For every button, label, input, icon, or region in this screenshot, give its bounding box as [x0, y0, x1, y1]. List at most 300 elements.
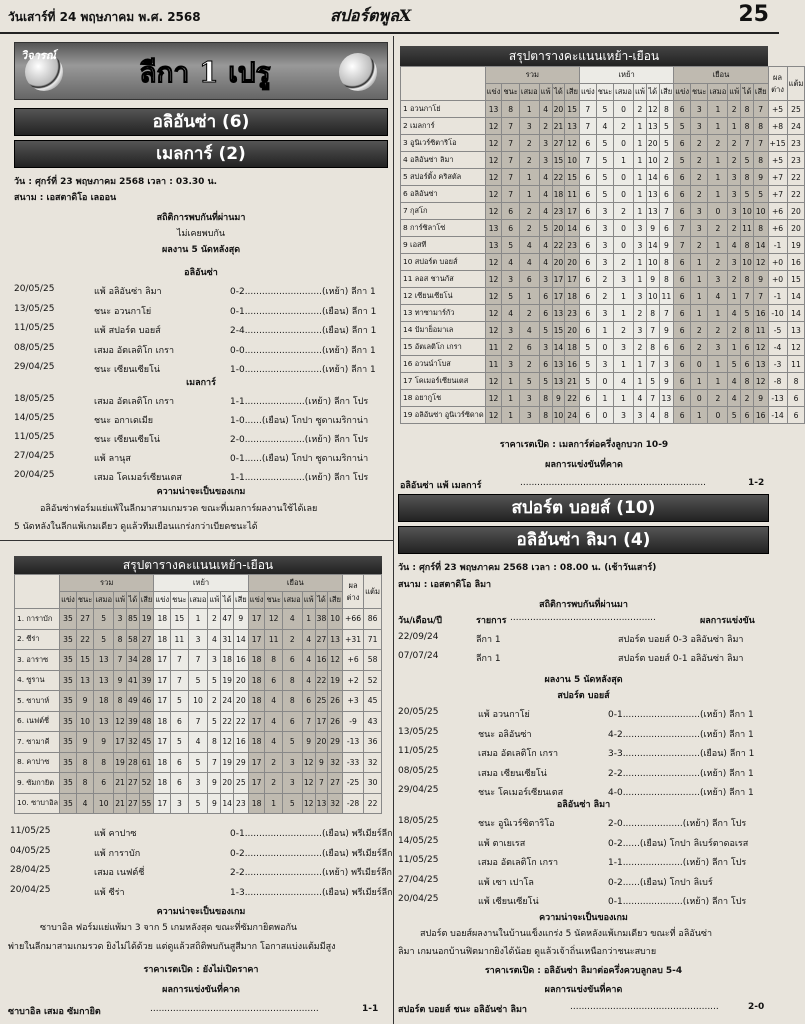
stat-cell: 12 — [485, 118, 502, 135]
stat-cell: 10 — [76, 711, 93, 732]
stat-cell: 10 — [328, 609, 343, 630]
stat-cell: 2 — [502, 339, 519, 356]
stat-cell: 5 — [208, 711, 221, 732]
stat-cell: 1 — [633, 152, 646, 169]
form-result: 0-1...........................(เยือน) ลีกา 1 — [230, 306, 377, 317]
team-name: 18 อยากูโช — [401, 390, 486, 407]
team-name: 14 ปัมาย็อมาเล — [401, 322, 486, 339]
stat-cell: 2 — [539, 118, 552, 135]
stat-cell: 27 — [127, 793, 140, 814]
team-name: 12 เซียนเซียโน่ — [401, 288, 486, 305]
stat-cell: 35 — [60, 670, 77, 691]
home-team-bar: อลิอันซ่า (6) — [14, 108, 388, 136]
stat-cell: 4 — [265, 732, 282, 753]
stat-cell: 2 — [691, 135, 708, 152]
stat-cell: 1 — [708, 118, 728, 135]
stat-cell: -3 — [768, 356, 787, 373]
stat-cell: 17 — [248, 609, 265, 630]
form-opponent: แพ้ การาบัก — [94, 848, 141, 859]
stat-cell: 1 — [691, 305, 708, 322]
team-name: 4. ซูราน — [15, 670, 60, 691]
stat-cell: 6 — [674, 288, 691, 305]
stat-cell: 22 — [787, 169, 805, 186]
stat-cell: 7 — [502, 152, 519, 169]
stat-cell: 5 — [579, 339, 596, 356]
football-icon — [339, 53, 377, 91]
stat-cell: 6 — [171, 711, 188, 732]
stat-cell: 8 — [753, 220, 768, 237]
stat-cell: 0 — [614, 186, 634, 203]
stat-cell: 3 — [596, 305, 613, 322]
stat-cell: 35 — [60, 609, 77, 630]
stat-cell: 27 — [328, 773, 343, 794]
stat-cell: 18 — [248, 793, 265, 814]
stat-cell: 17 — [154, 670, 171, 691]
stat-cell: 2 — [519, 356, 539, 373]
stat-cell: 8 — [741, 169, 754, 186]
stat-cell: 8 — [741, 271, 754, 288]
column-header: เสมอ — [519, 84, 539, 101]
stat-cell: 58 — [127, 629, 140, 650]
stat-cell: 2 — [633, 339, 646, 356]
stat-cell: 22 — [565, 390, 580, 407]
stat-cell: 3 — [633, 322, 646, 339]
stat-cell: 2 — [519, 220, 539, 237]
stat-cell: 20 — [552, 220, 565, 237]
stat-cell: 1 — [728, 118, 741, 135]
stat-cell: 3 — [633, 407, 646, 424]
stat-cell: 15 — [552, 322, 565, 339]
table-row — [401, 101, 805, 118]
form-opponent: แพ้ ลานุส — [94, 454, 131, 464]
stat-cell: 14 — [552, 339, 565, 356]
group-header: เหย้า — [154, 575, 248, 592]
table-row — [15, 670, 382, 691]
column-divider — [393, 36, 394, 1024]
stat-cell: 10 — [646, 254, 659, 271]
stat-cell: 5 — [728, 407, 741, 424]
stat-cell: 6 — [539, 305, 552, 322]
stat-cell: 43 — [364, 711, 382, 732]
stat-cell: 4 — [539, 169, 552, 186]
stat-cell: 1 — [302, 609, 315, 630]
stat-cell: 1 — [708, 373, 728, 390]
team-name: 3 อูนิเวร์ซิตาริโอ — [401, 135, 486, 152]
stat-cell: -10 — [768, 305, 787, 322]
stat-cell: 2 — [519, 135, 539, 152]
stat-cell: 12 — [485, 203, 502, 220]
stat-cell: 5 — [753, 186, 768, 203]
stat-cell: 9 — [76, 732, 93, 753]
stat-cell: 6 — [519, 271, 539, 288]
stat-cell: 3 — [519, 390, 539, 407]
league-title: ลีกา 1 เปรู — [139, 56, 271, 89]
stat-cell: 4 — [302, 670, 315, 691]
team-name: 8 การ์ซิลาโซ่ — [401, 220, 486, 237]
stat-cell: 11 — [485, 356, 502, 373]
stat-cell: 17 — [552, 271, 565, 288]
stat-cell: 21 — [114, 773, 127, 794]
team-name: 9. ซัมกายิต — [15, 773, 60, 794]
stat-cell: 22 — [315, 670, 328, 691]
stat-cell: 8 — [787, 373, 805, 390]
stat-cell: 25 — [315, 691, 328, 712]
stat-cell: +2 — [342, 670, 363, 691]
stat-cell: +6 — [768, 203, 787, 220]
stat-cell: 27 — [552, 135, 565, 152]
stat-cell: 22 — [787, 186, 805, 203]
team-b-label: อลิอันซ่า ลิมา — [556, 800, 611, 810]
stat-cell: 12 — [302, 793, 315, 814]
stat-cell: 3 — [691, 220, 708, 237]
stat-cell: 5 — [741, 152, 754, 169]
form-opponent: เสมอ เซียนเซียโน่ — [478, 768, 547, 779]
stat-cell: 9 — [552, 390, 565, 407]
stat-cell: 18 — [565, 339, 580, 356]
stat-cell: 6 — [741, 339, 754, 356]
form-date: 13/05/25 — [14, 303, 55, 314]
stat-cell: 5 — [188, 793, 208, 814]
column-header: แพ้ — [208, 592, 221, 609]
stat-cell: 32 — [364, 752, 382, 773]
table-row — [401, 220, 805, 237]
form-date: 20/04/25 — [398, 894, 439, 904]
page-header — [0, 0, 779, 34]
stat-cell: 13 — [315, 793, 328, 814]
stat-cell: 13 — [552, 356, 565, 373]
form-result: 2-0.....................(เหย้า) ลีกา โปร — [608, 819, 747, 829]
stat-cell: 11 — [787, 356, 805, 373]
stat-cell: 12 — [485, 135, 502, 152]
stat-cell: 3 — [596, 237, 613, 254]
stat-cell: 2 — [208, 691, 221, 712]
form-result: 1-3...........................(เยือน) พรีเมียร์ลีก — [230, 887, 393, 898]
stat-cell: 14 — [646, 237, 659, 254]
stat-cell: 35 — [60, 752, 77, 773]
team-name: 7 กุสโก — [401, 203, 486, 220]
column-header: เสีย — [659, 84, 674, 101]
form-opponent: ชนะ อกาเดเมีย — [94, 416, 154, 426]
stat-cell: 4 — [633, 390, 646, 407]
opening-odds: ราคาเรตเปิด : ยังไม่เปิดราคา — [143, 965, 259, 975]
stat-cell: 5 — [596, 186, 613, 203]
stat-cell: 13 — [76, 670, 93, 691]
table-row — [15, 732, 382, 753]
team-name: 8. คาปาซ — [15, 752, 60, 773]
prediction: อลิอันซ่า แพ้ เมลการ์ — [400, 481, 482, 491]
stat-cell: 5 — [741, 305, 754, 322]
stat-cell: 12 — [485, 322, 502, 339]
stat-cell: 3 — [614, 271, 634, 288]
stat-cell: 8 — [282, 691, 302, 712]
stat-cell: 49 — [127, 691, 140, 712]
form-date: 27/04/25 — [14, 451, 55, 461]
stat-cell: 15 — [76, 650, 93, 671]
form-date: 29/04/25 — [14, 362, 55, 372]
h2h-header-result: ผลการแข่งขัน — [700, 616, 755, 626]
team-name: 11 ลอส ชานกัส — [401, 271, 486, 288]
stat-cell: 16 — [565, 356, 580, 373]
last5-title: ผลงาน 5 นัดหลังสุด — [544, 675, 623, 685]
issue-date: วันเสาร์ที่ 24 พฤษภาคม พ.ศ. 2568 — [8, 10, 201, 24]
stat-cell: 4 — [76, 793, 93, 814]
stat-cell: 2 — [614, 118, 634, 135]
team-name: 16 อวนน์าโบส — [401, 356, 486, 373]
stat-cell: +7 — [768, 186, 787, 203]
stat-cell: 9 — [94, 732, 114, 753]
table-row — [401, 237, 805, 254]
stat-cell: 6 — [171, 752, 188, 773]
stat-cell: 10 — [753, 203, 768, 220]
stat-cell: 20 — [787, 203, 805, 220]
stat-cell: 18 — [565, 288, 580, 305]
stat-cell: 6 — [539, 288, 552, 305]
stat-cell: 2 — [519, 152, 539, 169]
stat-cell: 2 — [208, 609, 221, 630]
column-header: ได้ — [552, 84, 565, 101]
form-opponent: ลีกา 1 — [476, 654, 501, 664]
stat-cell: 5 — [646, 373, 659, 390]
match-datetime: วัน : ศุกร์ที่ 23 พฤษภาคม 2568 เวลา : 03.30 น. — [14, 177, 218, 187]
column-header: แข่ง — [674, 84, 691, 101]
stat-cell: 6 — [579, 288, 596, 305]
team-name: 19 อลิอันซ่า อูนิเวร์ซิดาด — [401, 407, 486, 424]
stat-cell: 7 — [579, 118, 596, 135]
stat-cell: 7 — [674, 220, 691, 237]
stat-cell: 15 — [552, 152, 565, 169]
stat-cell: 13 — [552, 305, 565, 322]
stat-cell: 21 — [565, 373, 580, 390]
form-result: สปอร์ต บอยส์ 0-1 อลิอันซ่า ลิมา — [618, 654, 744, 664]
team-a-label: อลิอันซ่า — [184, 268, 218, 278]
form-opponent: แพ้ ซีร่า — [94, 887, 125, 898]
stat-cell: 32 — [328, 752, 343, 773]
stat-cell: 6 — [579, 322, 596, 339]
stat-cell: 24 — [565, 407, 580, 424]
stat-cell: 5 — [502, 288, 519, 305]
stat-cell: 9 — [659, 322, 674, 339]
stat-cell: 0 — [596, 339, 613, 356]
column-header: แข่ง — [60, 592, 77, 609]
stat-cell: 28 — [139, 650, 154, 671]
stat-cell: 1 — [708, 237, 728, 254]
stat-cell: 12 — [302, 773, 315, 794]
stat-cell: 1 — [708, 186, 728, 203]
stat-cell: 1 — [614, 390, 634, 407]
form-date: 20/05/25 — [14, 284, 55, 294]
stat-cell: 12 — [753, 373, 768, 390]
section-divider — [0, 540, 393, 541]
stat-cell: 1 — [691, 407, 708, 424]
stat-cell: 16 — [233, 732, 248, 753]
stat-cell: 3 — [691, 118, 708, 135]
team-name: 7. ซามาคี — [15, 732, 60, 753]
stat-cell: 3 — [208, 650, 221, 671]
stat-cell: 8 — [659, 271, 674, 288]
stat-cell: 1 — [633, 254, 646, 271]
stat-cell: 7 — [171, 650, 188, 671]
stat-cell: 61 — [139, 752, 154, 773]
stat-cell: 6 — [579, 407, 596, 424]
stat-cell: -14 — [768, 407, 787, 424]
chance-text: 5 นัดหลังในลีกแพ้เกมเดียว ดูแล้วทีมเยือนแกร่งกว่าเบียดชนะได้ — [14, 522, 258, 532]
stat-cell: 5 — [188, 670, 208, 691]
stat-cell: 27 — [76, 609, 93, 630]
stat-cell: 3 — [708, 339, 728, 356]
form-date: 20/04/25 — [14, 470, 55, 480]
form-opponent: เสมอ โคเมอร์เซียนเตส — [94, 473, 182, 483]
team-name: 5. ซาบาห์ — [15, 691, 60, 712]
stat-cell: 5 — [596, 152, 613, 169]
team-name: 1 อวนกาโย่ — [401, 101, 486, 118]
stat-cell: 5 — [502, 237, 519, 254]
match-venue: สนาม : เอสตาดิโอ ลิมา — [398, 580, 492, 590]
prediction-score: 2-0 — [748, 1002, 765, 1012]
form-result: 4-2...........................(เหย้า) ลีกา 1 — [608, 729, 754, 740]
stat-cell: 35 — [60, 711, 77, 732]
stat-cell: 17 — [154, 732, 171, 753]
stat-cell: 12 — [485, 186, 502, 203]
stat-cell: 14 — [221, 793, 234, 814]
stat-cell: 22 — [221, 711, 234, 732]
form-opponent: แพ้ เซา เปาโล — [478, 877, 534, 888]
stat-cell: 2 — [614, 322, 634, 339]
stat-cell: 14 — [565, 220, 580, 237]
stat-cell: 32 — [127, 732, 140, 753]
stat-cell: 23 — [552, 203, 565, 220]
stat-cell: 4 — [728, 373, 741, 390]
stat-cell: 5 — [539, 220, 552, 237]
form-result: 0-2......(เยือน) โกปา ลิเบร์ — [608, 877, 713, 888]
stat-cell: 7 — [646, 322, 659, 339]
stat-cell: 35 — [60, 691, 77, 712]
stat-cell: 10 — [741, 254, 754, 271]
stat-cell: +5 — [768, 152, 787, 169]
stat-cell: 2 — [691, 339, 708, 356]
prediction-title: ผลการแข่งขันที่คาด — [544, 985, 623, 995]
stat-cell: 8 — [659, 101, 674, 118]
stat-cell: 4 — [539, 186, 552, 203]
stat-cell: 8 — [741, 373, 754, 390]
column-header: แพ้ — [302, 592, 315, 609]
stat-cell: 12 — [565, 135, 580, 152]
stat-cell: 5 — [94, 609, 114, 630]
table-title: สรุปตารางคะแนนเหย้า-เยือน — [14, 556, 382, 574]
stat-cell: 7 — [502, 186, 519, 203]
stat-cell: 2 — [691, 186, 708, 203]
stat-cell: 20 — [221, 773, 234, 794]
stat-cell: 6 — [282, 650, 302, 671]
stat-cell: 6 — [659, 339, 674, 356]
stat-cell: 4 — [614, 373, 634, 390]
stat-cell: 18 — [154, 773, 171, 794]
stat-cell: 23 — [565, 237, 580, 254]
stat-cell: 9 — [753, 169, 768, 186]
stat-cell: +0 — [768, 271, 787, 288]
stat-cell: 6 — [659, 169, 674, 186]
column-header: เสมอ — [282, 592, 302, 609]
team-name: 2. ซีร่า — [15, 629, 60, 650]
stat-cell: 12 — [485, 407, 502, 424]
stat-cell: 3 — [502, 356, 519, 373]
stat-cell: 4 — [265, 711, 282, 732]
stat-cell: 10 — [94, 793, 114, 814]
stat-cell: 6 — [674, 322, 691, 339]
stat-cell: 6 — [674, 356, 691, 373]
stat-cell: 23 — [565, 305, 580, 322]
column-header: แข่ง — [248, 592, 265, 609]
stat-cell: 17 — [565, 271, 580, 288]
stat-cell: 2 — [708, 322, 728, 339]
stat-cell: 7 — [753, 288, 768, 305]
stat-cell: 6 — [579, 271, 596, 288]
form-opponent: แพ้ อลิอันซ่า ลิมา — [94, 287, 162, 297]
stat-cell: 7 — [171, 670, 188, 691]
stat-cell: 12 — [485, 271, 502, 288]
stat-cell: 22 — [552, 237, 565, 254]
stat-cell: 3 — [691, 203, 708, 220]
stat-cell: 2 — [708, 135, 728, 152]
stat-cell: 14 — [787, 305, 805, 322]
stat-cell: 12 — [753, 254, 768, 271]
stat-cell: 8 — [741, 237, 754, 254]
section-tag: วิจารณ์ — [21, 49, 56, 62]
stat-cell: -5 — [768, 322, 787, 339]
stat-cell: 12 — [265, 609, 282, 630]
table-row — [401, 152, 805, 169]
stat-cell: 85 — [127, 609, 140, 630]
stat-cell: 9 — [753, 390, 768, 407]
chance-text: พ่ายในลีกมาสามเกมรวด ยิงไม่ได้ด้วย แต่ดูแล้วสถิติพบกันสูสีมาก โอกาสแบ่งแต้มมีสูง — [8, 942, 336, 952]
stat-cell: 5 — [741, 186, 754, 203]
stat-cell: -4 — [768, 339, 787, 356]
form-date: 11/05/25 — [14, 432, 55, 442]
stat-cell: 8 — [76, 752, 93, 773]
stat-cell: 12 — [485, 288, 502, 305]
column-header: ชนะ — [171, 592, 188, 609]
team-name: 3. อาราซ — [15, 650, 60, 671]
team-name: 17 โคเมอร์เซียนเตส — [401, 373, 486, 390]
form-date: 11/05/25 — [14, 323, 55, 333]
stat-cell: 4 — [265, 691, 282, 712]
stat-cell: 48 — [139, 711, 154, 732]
stat-cell: 45 — [364, 691, 382, 712]
stat-cell: 1 — [708, 305, 728, 322]
stat-cell: 12 — [646, 101, 659, 118]
stat-cell: 6 — [674, 203, 691, 220]
column-header: เสีย — [328, 592, 343, 609]
column-header: ได้ — [646, 84, 659, 101]
form-opponent: เสมอ อัตเลติโก เกรา — [94, 345, 175, 356]
stat-cell: 6 — [741, 356, 754, 373]
column-header: เสีย — [139, 592, 154, 609]
form-result: 1-0......(เยือน) โกปา ซูดาเมริกาน่า — [230, 416, 369, 426]
stat-cell: 8 — [753, 152, 768, 169]
column-header: แพ้ — [114, 592, 127, 609]
chance-title: ความน่าจะเป็นของเกม — [539, 913, 628, 923]
stat-cell: -1 — [768, 288, 787, 305]
stat-cell: 5 — [94, 629, 114, 650]
stat-cell: 3 — [282, 752, 302, 773]
stat-cell: 3 — [282, 773, 302, 794]
stat-cell: -9 — [342, 711, 363, 732]
stat-cell: 39 — [127, 711, 140, 732]
stat-cell: 3 — [596, 220, 613, 237]
stat-cell: 3 — [633, 237, 646, 254]
form-date: 13/05/25 — [398, 726, 439, 737]
h2h-title: สถิติการพบกันที่ผ่านมา — [156, 213, 246, 223]
column-header: แพ้ — [633, 84, 646, 101]
